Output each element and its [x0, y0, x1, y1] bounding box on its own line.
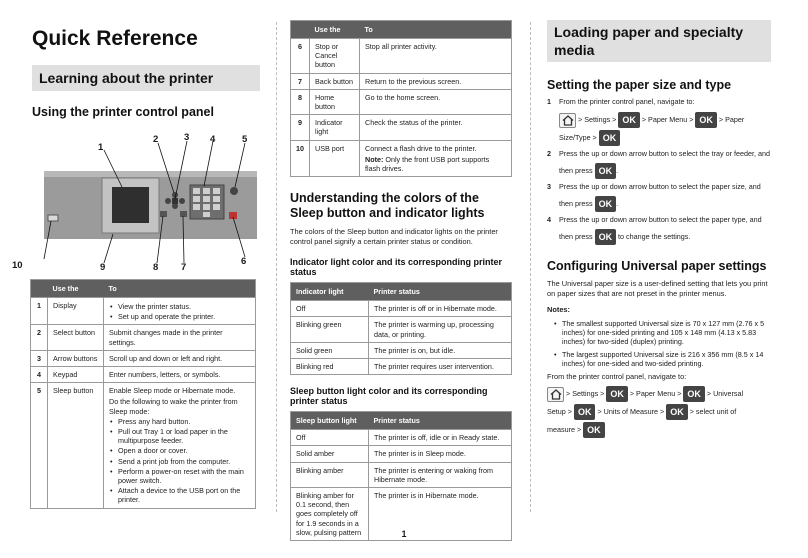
table-row: Blinking amber for 0.1 second, then goes completely off for 1.9 seconds in a slow, pulsing pattern The printer is in Hibernate mode. — [291, 488, 512, 541]
callout-10: 10 — [12, 260, 23, 271]
universal-navigation: > Settings > OK > Paper Menu > OK > Universal Setup > OK > Units of Measure > OK > select unit of measure > OK — [547, 386, 771, 438]
ok-button-icon: OK — [683, 386, 705, 402]
home-icon — [559, 113, 576, 128]
paper-size-steps — [547, 96, 771, 245]
step-4: 4 Press the up or down arrow button to select the paper type, and then press OK to change the settings. — [547, 214, 771, 245]
table-row: 5 Sleep button Enable Sleep mode or Hibernate mode. Do the following to wake the printer from Sleep mode: • Press any hard button. • Pull out Tray 1 or load paper in the multipurpose feeder. • Open a door or cover. • Send a print job from the computer. • Perform a power-on reset with the main power switch. • Attach a device to the USB port on the printer. — [31, 383, 256, 508]
table-header: Use the — [310, 21, 360, 39]
callout-6: 6 — [241, 256, 247, 267]
step-3: 3 Press the up or down arrow button to select the paper size, and then press OK . — [547, 181, 771, 212]
intro-paragraph: The colors of the Sleep button and indicator lights on the printer control panel signify a certain printer status or condition. — [290, 227, 498, 247]
ok-button-icon: OK — [595, 229, 617, 245]
table-header: To — [104, 280, 256, 298]
table-row: 9 Indicator light Check the status of the printer. — [291, 115, 512, 140]
table-row: Off The printer is off, idle or in Ready state. — [291, 430, 512, 446]
ok-button-icon: OK — [606, 386, 628, 402]
list-item: • The largest supported Universal size is 216 x 356 mm (8.5 x 14 inches) for one-sided and two-sided printing. — [553, 350, 771, 368]
column-divider — [276, 22, 277, 512]
callout-9: 9 — [100, 262, 106, 273]
control-panel-illustration — [32, 123, 260, 273]
subsection-heading: Using the printer control panel — [32, 105, 214, 119]
notes-label: Notes: — [547, 305, 570, 314]
ok-button-icon: OK — [583, 422, 605, 438]
callout-7: 7 — [181, 262, 187, 273]
table-row: 1 Display • View the printer status. • Set up and operate the printer. — [31, 298, 256, 325]
table-row: 6 Stop or Cancel button Stop all printer activity. — [291, 39, 512, 74]
table-header: To — [360, 21, 512, 39]
table-header: Use the — [48, 280, 104, 298]
step-1: 1 From the printer control panel, navigate to: > Settings > OK > Paper Menu > OK > Paper Size/Type > OK — [547, 96, 771, 146]
table-row: Blinking green The printer is warming up, processing data, or printing. — [291, 317, 512, 342]
table-row: Blinking amber The printer is entering or waking from Hibernate mode. — [291, 462, 512, 487]
section-banner: Learning about the printer — [32, 65, 260, 91]
callout-4: 4 — [210, 134, 216, 145]
table-row: 4 Keypad Enter numbers, letters, or symbols. — [31, 367, 256, 383]
table-row: 7 Back button Return to the previous screen. — [291, 73, 512, 89]
ok-button-icon: OK — [666, 404, 688, 420]
navigate-text: From the printer control panel, navigate to: — [547, 372, 687, 382]
control-panel-table — [30, 279, 256, 509]
table-row: 10 USB port Connect a flash drive to the printer. Note: Only the front USB port supports flash drives. — [291, 140, 512, 177]
page-title: Quick Reference — [32, 27, 198, 50]
column-2 — [290, 0, 512, 541]
step-2: 2 Press the up or down arrow button to select the tray or feeder, and then press OK . — [547, 148, 771, 179]
column-divider — [530, 22, 531, 512]
callout-5: 5 — [242, 134, 248, 145]
table-row: 8 Home button Go to the home screen. — [291, 89, 512, 114]
page-number: 1 — [401, 529, 407, 539]
ok-button-icon: OK — [574, 404, 596, 420]
table-row: Solid amber The printer is in Sleep mode. — [291, 446, 512, 462]
home-icon — [547, 387, 564, 402]
section-heading: Understanding the colors of the Sleep button and indicator lights — [290, 191, 485, 221]
callout-1: 1 — [98, 142, 104, 153]
sleep-table-heading: Sleep button light color and its corresponding printer status — [290, 386, 488, 407]
column-1 — [12, 0, 260, 505]
list-item: • The smallest supported Universal size is 70 x 127 mm (2.76 x 5 inches) for one-sided printing and 105 x 148 mm (4.13 x 5.83 inches) for two-sided (duplex) printing. — [553, 319, 771, 347]
callout-2: 2 — [153, 134, 159, 145]
notes-list — [547, 319, 771, 368]
indicator-table-heading: Indicator light color and its corresponding printer status — [290, 257, 503, 278]
indicator-light-table: Indicator light Printer status Off The printer is off or in Hibernate mode. Blinking green The printer is warming up, processing data, or printing. Solid green The printer is on, but idle. Blinking red The printer requires user intervention. — [290, 282, 512, 375]
ok-button-icon: OK — [595, 196, 617, 212]
callout-3: 3 — [184, 132, 190, 143]
subsection-heading: Setting the paper size and type — [547, 78, 732, 92]
ok-button-icon: OK — [695, 112, 717, 128]
column-3 — [547, 0, 771, 438]
table-row: 3 Arrow buttons Scroll up and down or left and right. — [31, 350, 256, 366]
ok-button-icon: OK — [595, 163, 617, 179]
control-panel-figure — [12, 123, 260, 273]
sleep-button-table: Sleep button light Printer status Off The printer is off, idle or in Ready state. Solid amber The printer is in Sleep mode. Blinking amber The printer is entering or waking from Hibernate mode. Blinking amber for 0.1 second, then goes completely off for 1.9 seconds in a slow, pulsing pattern The printer is in Hibernate mode. — [290, 411, 512, 541]
table-row: Off The printer is off or in Hibernate mode. — [291, 301, 512, 317]
ok-button-icon: OK — [599, 130, 621, 146]
ok-button-icon: OK — [618, 112, 640, 128]
callout-8: 8 — [153, 262, 159, 273]
control-panel-table-continued — [290, 20, 512, 177]
table-row: Solid green The printer is on, but idle. — [291, 342, 512, 358]
subsection-heading: Configuring Universal paper settings — [547, 259, 767, 273]
universal-intro: The Universal paper size is a user-defined setting that lets you print on paper sizes that are not preset in the printer menus. — [547, 279, 768, 298]
section-banner: Loading paper and specialty media — [547, 20, 771, 62]
table-row: Blinking red The printer requires user intervention. — [291, 359, 512, 375]
table-row: 2 Select button Submit changes made in the printer settings. — [31, 325, 256, 350]
